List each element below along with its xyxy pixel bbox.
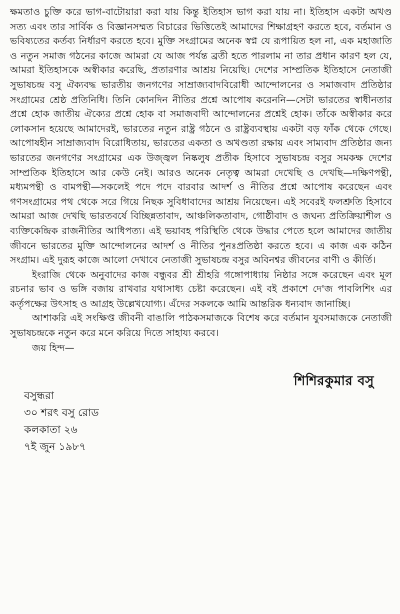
author-address [24,388,99,456]
greeting: জয় হিন্দ— [32,342,75,354]
address-line: কলকাতা ২৬ [24,424,78,437]
author-signature: শিশিরকুমার বসু [293,374,374,390]
paragraph-acknowledgement: ইংরাজি থেকে অনুবাদের কাজ বন্ধুবর শ্রী শ্রীহরি গঙ্গোপাধ্যায় নিষ্ঠার সঙ্গে করেছেন এবং মূল রচনার ভাব ও ভঙ্গি বজায় রাখবার যথাসাধ্য চেষ্টা করেছেন। এই বই প্রকাশে দে'জ পাবলিশিং এর কর্তৃপক্ষের উৎসাহ ও আগ্রহ উল্লেখযোগ্য। এঁদের সকলকে আমি আন্তরিক ধন্যবাদ জানাচ্ছি। [10,269,392,310]
address-date: ৭ই জুন ১৯৮৭ [24,441,86,454]
paragraph-history: ক্ষমতাও চুক্তি করে ভাগ-বাটোয়ারা করা যায় কিন্তু ইতিহাস ভাগ করা যায় না। ইতিহাস একটা অখণ্ড সত্য এবং তার সার্বিক ও বিজ্ঞানসম্মত বিচারের ভিত্তিতেই আমাদের শিক্ষাগ্রহণ করতে হবে, বর্তমান ও ভবিষ্যতের কর্তব্য নির্ধারণ করতে হবে। মুক্তি সংগ্রামের অনেক স্বপ্ন যে রূপায়িত হল না, এক মহাজাতি ও নতুন সমাজ গঠনের কাজে আমরা যে আজ পর্যন্ত ব্রতী হতে পারলাম না তার প্রধান কারণ হল যে, আমরা ইতিহাসকে অস্বীকার করেছি, প্রতারণার আশ্রয় নিয়েছি। দেশের সাম্প্রতিক ইতিহাসে নেতাজী সুভাষচন্দ্র বসু ঐক্যবদ্ধ ভারতীয় জনগণের সাম্রাজ্যবাদবিরোধী আন্দোলনের ও সমাজবাদ প্রতিষ্ঠার সংগ্রামের শ্রেষ্ঠ প্রতিনিধি। তিনি কোনদিন নীতির প্রশ্নে আপোষ করেননি—সেটা ভারতের স্বাধীনতার প্রশ্নে হোক জাতীয় ঐক্যের প্রশ্নে হোক বা সমাজবাদী আন্দোলনের প্রশ্নেই হোক। তাঁকে অস্বীকার করে লোকসান হয়েছে আমাদেরই, ভারতের নতুন রাষ্ট্র গঠনে ও রাষ্ট্রব্যবস্থায় একটা বড় ফাঁক থেকে গেছে। আপোষহীন সাম্রাজ্যবাদ বিরোধিতায়, ভারতের একতা ও অখণ্ডতা রক্ষায় এবং সাম্যবাদ প্রতিষ্ঠার জন্য ভারতের জনগণের সংগ্রামের এক উজ্জ্বল নিষ্কলুষ প্রতীক হিসাবে সুভাষচন্দ্র বসুর সমকক্ষ দেশের সাম্প্রতিক ইতিহাসে আর কেউ নেই। আরও অনেক নেতৃত্ব আমরা দেখেছি ও দেখছি—দক্ষিণপন্থী, মধ্যমপন্থী ও বামপন্থী—সকলেই পদে পদে বারবার আদর্শ ও নীতির প্রশ্নে আপোষ করেছেন এবং গণসংগ্রামের পথ থেকে সরে গিয়ে নিছক সুবিধাবাদের আশ্রয় নিয়েছেন। এই সবেরই ফলশ্রুতি হিসাবে আমরা আজ দেখছি ভারতবর্ষে বিচ্ছিন্নতাবাদ, আঞ্চলিকতাবাদ, গোষ্ঠীবাদ ও জঘন্য প্রতিক্রিয়াশীল ও ব্যক্তিকেন্দ্রিক রাজনীতির আধিপত্য। এই ভয়াবহ পরিস্থিতি থেকে উদ্ধার পেতে হলে আমাদের জাতীয় জীবনে ভারতের মুক্তি আন্দোলনের আদর্শ ও নীতির পুনঃপ্রতিষ্ঠা করতে হবে। এ কাজ এক কঠিন সংগ্রাম। এই দুরূহ কাজে আলো দেখাবে নেতাজী সুভাষচন্দ্র বসুর অবিনশ্বর জীবনের বাণী ও কীর্তি। [10,7,392,267]
address-line: ৩০ শরৎ বসু রোড [24,407,99,420]
address-line: বসুন্ধরা [24,390,54,403]
paragraph-hope: আশাকরি এই সংক্ষিপ্ত জীবনী বাঙালি পাঠকসমাজকে বিশেষ করে বর্তমান যুবসমাজকে নেতাজী সুভাষচন্দ্রকে নতুন করে মনে করিয়ে দিতে সাহায্য করবে। [10,313,392,340]
signature-block [10,370,392,462]
